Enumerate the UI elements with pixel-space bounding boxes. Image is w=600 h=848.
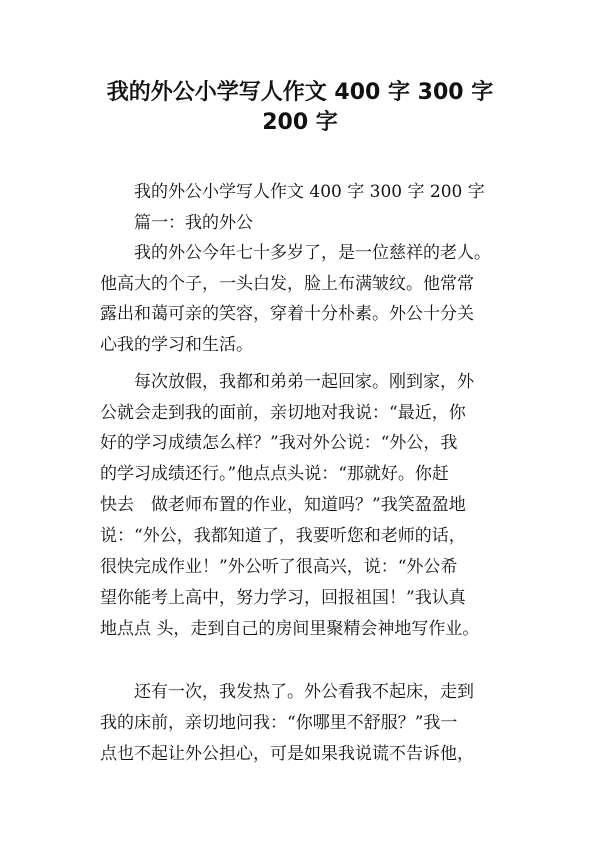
section-heading: 篇一：我的外公 (134, 213, 253, 233)
paragraph-line: 点也不起让外公担心，可是如果我说谎不告诉他， (100, 744, 474, 764)
paragraph-line: 我的外公今年七十多岁了，是一位慈祥的老人。 (134, 243, 491, 263)
paragraph-line: 说：“外公，我都知道了，我要听您和老师的话， (100, 526, 466, 546)
paragraph-line: 他高大的个子，一头白发，脸上布满皱纹。他常常 (100, 274, 474, 294)
paragraph-line: 快去 做老师布置的作业，知道吗？”我笑盈盈地 (100, 495, 466, 515)
paragraph-line: 每次放假，我都和弟弟一起回家。刚到家，外 (134, 372, 474, 392)
paragraph-line: 心我的学习和生活。 (100, 335, 253, 355)
paragraph-line: 好的学习成绩怎么样？”我对外公说：“外公，我 (100, 433, 458, 453)
paragraph-line: 我的床前，亲切地问我：“你哪里不舒服？”我一 (100, 713, 458, 733)
paragraph-line: 望你能考上高中，努力学习，回报祖国！”我认真 (100, 588, 466, 608)
paragraph-line: 的学习成绩还行。”他点点头说：“那就好。你赶 (100, 464, 449, 484)
document-title-line2: 200 字 (262, 110, 338, 135)
paragraph-line: 很快完成作业！”外公听了很高兴，说：“外公希 (100, 557, 458, 577)
paragraph-line: 地点点 头，走到自己的房间里聚精会神地写作业。 (100, 619, 480, 639)
document-subtitle: 我的外公小学写人作文 400 字 300 字 200 字 (134, 182, 485, 202)
document-title-line1: 我的外公小学写人作文 400 字 300 字 (106, 80, 494, 105)
paragraph-line: 公就会走到我的面前，亲切地对我说：“最近，你 (100, 403, 466, 423)
paragraph-line: 还有一次，我发热了。外公看我不起床，走到 (134, 682, 474, 702)
paragraph-line: 露出和蔼可亲的笑容，穿着十分朴素。外公十分关 (100, 304, 474, 324)
